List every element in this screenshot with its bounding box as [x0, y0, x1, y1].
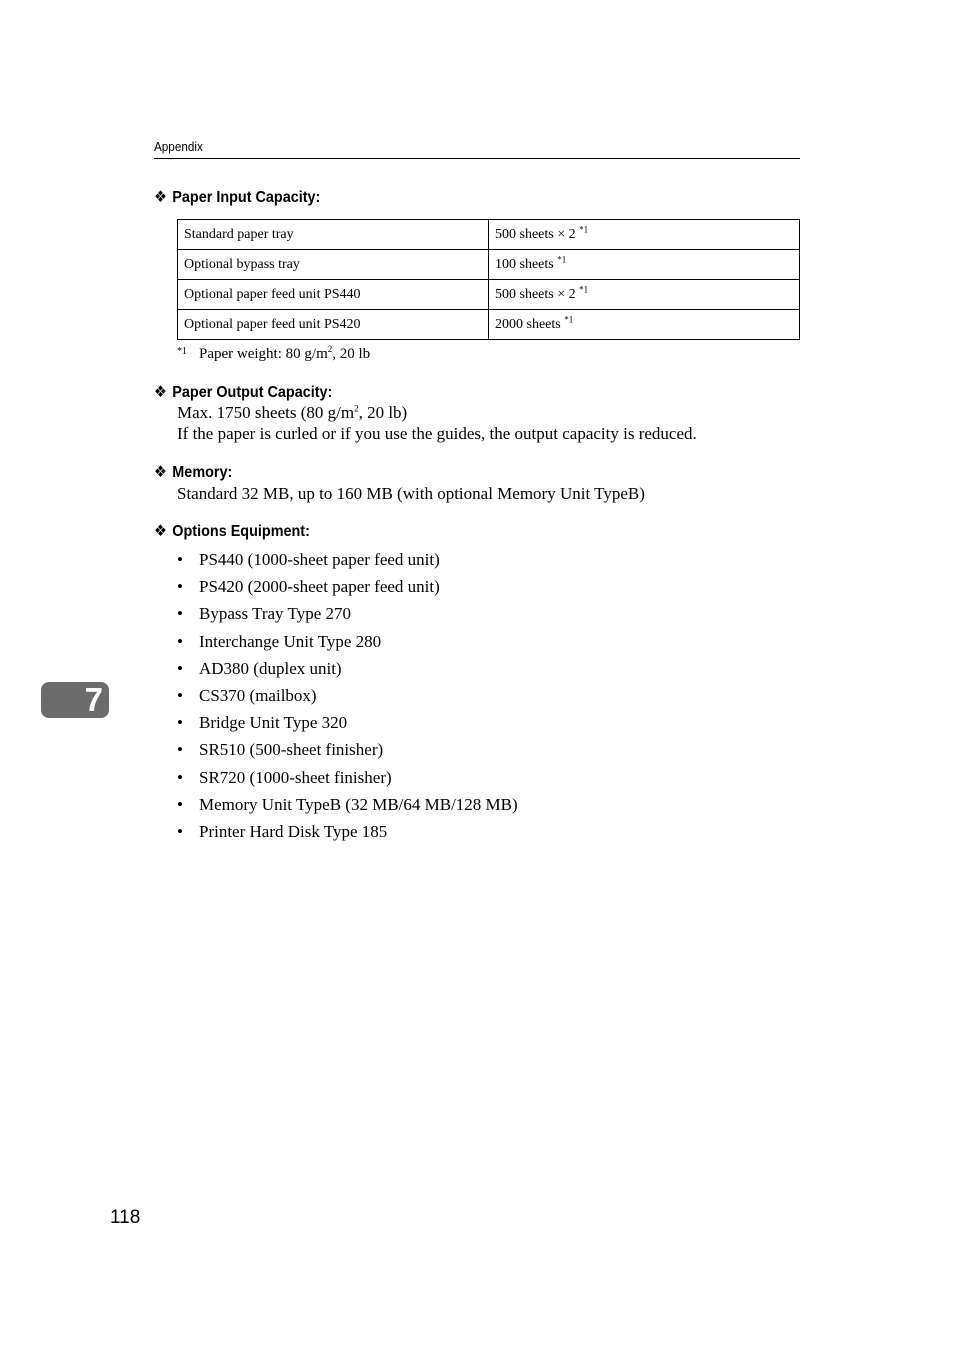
diamond-bullet-icon: ❖: [154, 523, 167, 540]
diamond-bullet-icon: ❖: [154, 384, 167, 401]
heading-paper-output-capacity: ❖ Paper Output Capacity:: [154, 384, 333, 401]
table-row: [178, 250, 800, 280]
options-list: [177, 546, 518, 845]
footnote-ref: *1: [557, 253, 567, 264]
table-row: [178, 220, 800, 250]
heading-options-equipment: ❖ Options Equipment:: [154, 523, 310, 540]
bullet-icon: •: [177, 631, 183, 651]
footnote-mark: *1: [177, 346, 187, 357]
list-item: • Bridge Unit Type 320: [177, 709, 518, 736]
list-item: • SR510 (500-sheet finisher): [177, 736, 518, 763]
chapter-tab: 7: [41, 682, 109, 718]
bullet-icon: •: [177, 794, 183, 814]
table-row: [178, 310, 800, 340]
table-footnote: $^{*1}$ Paper weight: 80 $g/m^2$, 20 lb: [177, 344, 371, 362]
footnote-ref: *1: [564, 313, 574, 324]
list-item: • CS370 (mailbox): [177, 682, 518, 709]
bullet-icon: •: [177, 550, 183, 569]
list-item: • Bypass Tray Type 270: [177, 600, 518, 627]
table-cell-value: 2000 sheets $^{*1}$: [489, 310, 800, 340]
bullet-icon: •: [177, 577, 183, 597]
table-cell-value: 100 sheets $^{*1}$: [489, 250, 800, 280]
table-cell-value: 500 sheets × 2 $^{*1}$: [489, 280, 800, 310]
bullet-icon: •: [177, 658, 183, 678]
header-rule: [154, 158, 800, 159]
output-capacity-note: If the paper is curled or if you use the guides, the output capacity is reduced.: [177, 424, 697, 443]
list-item: • PS440 (1000-sheet paper feed unit): [177, 546, 518, 573]
footnote-ref: *1: [579, 283, 589, 294]
table-row: [178, 280, 800, 310]
input-capacity-table: [177, 219, 800, 340]
list-item: • PS420 (2000-sheet paper feed unit): [177, 573, 518, 600]
diamond-bullet-icon: ❖: [154, 464, 167, 481]
diamond-bullet-icon: ❖: [154, 189, 167, 206]
table-cell-value: 500 sheets × 2 $^{*1}$: [489, 220, 800, 250]
bullet-icon: •: [177, 767, 183, 787]
memory-text: Standard 32 MB, up to 160 MB (with optional Memory Unit TypeB): [177, 484, 645, 503]
footnote-ref: *1: [579, 223, 589, 234]
running-header: Appendix: [154, 139, 203, 154]
list-item: • AD380 (duplex unit): [177, 655, 518, 682]
bullet-icon: •: [177, 685, 183, 705]
list-item: • Printer Hard Disk Type 185: [177, 818, 518, 845]
list-item: • Memory Unit TypeB (32 MB/64 MB/128 MB): [177, 791, 518, 818]
bullet-icon: •: [177, 713, 183, 733]
table-cell-item: Optional bypass tray: [178, 250, 489, 280]
table-cell-item: Standard paper tray: [178, 220, 489, 250]
heading-memory: ❖ Memory:: [154, 464, 233, 481]
list-item: • SR720 (1000-sheet finisher): [177, 764, 518, 791]
list-item: • Interchange Unit Type 280: [177, 628, 518, 655]
bullet-icon: •: [177, 604, 183, 624]
bullet-icon: •: [177, 821, 183, 841]
table-cell-item: Optional paper feed unit PS420: [178, 310, 489, 340]
table-cell-item: Optional paper feed unit PS440: [178, 280, 489, 310]
heading-paper-input-capacity: ❖ Paper Input Capacity:: [154, 189, 321, 206]
bullet-icon: •: [177, 740, 183, 760]
output-capacity-max: Max. 1750 sheets (80 $g/m^2$, 20 lb): [177, 403, 408, 422]
page-number: 118: [110, 1207, 141, 1228]
